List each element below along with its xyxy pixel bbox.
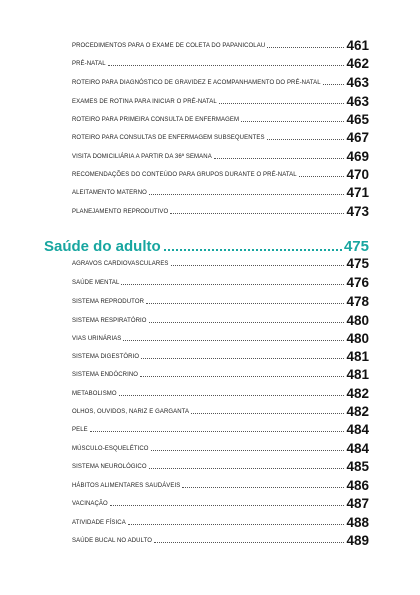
dot-leader — [123, 339, 344, 341]
toc-entry[interactable] — [72, 345, 369, 363]
toc-entry-label: SISTEMA REPRODUTOR — [72, 299, 145, 305]
dot-leader — [267, 46, 344, 48]
toc-entry-page: 485 — [346, 458, 369, 474]
toc-entry-page: 467 — [346, 129, 369, 145]
toc-entry[interactable] — [72, 309, 369, 327]
toc-entry-label: ROTEIRO PARA DIAGNÓSTICO DE GRAVIDEZ E ACOMPANHAMENTO DO PRÉ-NATAL — [72, 80, 321, 86]
toc-entry[interactable] — [72, 200, 369, 218]
toc-entry-label: ROTEIRO PARA CONSULTAS DE ENFERMAGEM SUBSEQUENTES — [72, 135, 265, 141]
toc-entry-page: 489 — [346, 532, 369, 548]
toc-entry-label: SAÚDE MENTAL — [72, 280, 120, 286]
toc-entry-page: 462 — [346, 55, 369, 71]
toc-entry[interactable] — [72, 400, 369, 418]
toc-entry-page: 463 — [346, 74, 369, 90]
toc-entry[interactable] — [72, 71, 369, 89]
dot-leader — [149, 193, 345, 195]
dot-leader — [140, 375, 344, 377]
toc-entry[interactable] — [72, 181, 369, 199]
toc-entry-page: 463 — [346, 93, 369, 109]
toc-entry-page: 480 — [346, 312, 369, 328]
dot-leader — [108, 64, 345, 66]
toc-entry[interactable] — [72, 363, 369, 381]
toc-entry-label: SISTEMA NEUROLÓGICO — [72, 464, 147, 470]
toc-entry-page: 486 — [346, 477, 369, 493]
toc-entry-page: 469 — [346, 148, 369, 164]
toc-entry-label: PRÉ-NATAL — [72, 61, 106, 67]
dot-leader — [141, 357, 344, 359]
toc-entry[interactable] — [72, 418, 369, 436]
dot-leader — [267, 138, 345, 140]
dot-leader — [214, 157, 345, 159]
toc-entry[interactable] — [72, 271, 369, 289]
toc-entry[interactable] — [72, 327, 369, 345]
dot-leader — [149, 467, 345, 469]
toc-entry-page: 475 — [346, 255, 369, 271]
dot-leader — [241, 120, 344, 122]
toc-entry-label: PROCEDIMENTOS PARA O EXAME DE COLETA DO PAPANICOLAU — [72, 43, 266, 49]
toc-entry-page: 465 — [346, 111, 369, 127]
dot-leader — [149, 321, 345, 323]
toc-entry[interactable] — [72, 437, 369, 455]
dot-leader — [128, 523, 345, 525]
toc-entry[interactable] — [72, 474, 369, 492]
toc-entry-label: RECOMENDAÇÕES DO CONTEÚDO PARA GRUPOS DURANTE O PRÉ-NATAL — [72, 172, 297, 178]
toc-entry-label: SISTEMA ENDÓCRINO — [72, 372, 139, 378]
toc-entry-page: 476 — [346, 274, 369, 290]
toc-entry[interactable] — [72, 126, 369, 144]
toc-entry[interactable] — [72, 163, 369, 181]
toc-entry-label: HÁBITOS ALIMENTARES SAUDÁVEIS — [72, 483, 181, 489]
toc-entry[interactable] — [72, 290, 369, 308]
section-title: Saúde do adulto — [44, 238, 161, 255]
toc-entry-label: PLANEJAMENTO REPRODUTIVO — [72, 209, 169, 215]
toc-entry-label: ROTEIRO PARA PRIMEIRA CONSULTA DE ENFERMAGEM — [72, 117, 240, 123]
toc-entry[interactable] — [72, 34, 369, 52]
toc-entry-page: 482 — [346, 385, 369, 401]
toc-entry-label: VISITA DOMICILIÁRIA A PARTIR DA 36ª SEMANA — [72, 154, 212, 160]
toc-entry-label: ATIVIDADE FÍSICA — [72, 520, 126, 526]
section-heading-saude-do-adulto[interactable] — [44, 232, 369, 254]
toc-entry-page: 471 — [346, 184, 369, 200]
toc-entry-label: METABOLISMO — [72, 391, 117, 397]
toc-entry[interactable] — [72, 252, 369, 270]
dot-leader — [121, 283, 344, 285]
toc-entry-page: 484 — [346, 421, 369, 437]
toc-entry[interactable] — [72, 529, 369, 547]
dot-leader — [170, 212, 344, 214]
toc-entry-page: 478 — [346, 293, 369, 309]
dot-leader — [90, 430, 345, 432]
toc-entry[interactable] — [72, 511, 369, 529]
dot-leader — [299, 175, 345, 177]
toc-entry-label: OLHOS, OUVIDOS, NARIZ E GARGANTA — [72, 409, 190, 415]
toc-entry-page: 488 — [346, 514, 369, 530]
dot-leader — [119, 394, 345, 396]
dot-leader — [164, 248, 342, 251]
toc-entry-label: PELE — [72, 427, 88, 433]
dot-leader — [323, 83, 345, 85]
dot-leader — [146, 302, 344, 304]
toc-entry-label: EXAMES DE ROTINA PARA INICIAR O PRÉ-NATAL — [72, 99, 217, 105]
dot-leader — [154, 541, 344, 543]
toc-entry[interactable] — [72, 492, 369, 510]
toc-entry-label: SAÚDE BUCAL NO ADULTO — [72, 538, 153, 544]
toc-entry-page: 461 — [346, 37, 369, 53]
toc-entry[interactable] — [72, 52, 369, 70]
toc-entry[interactable] — [72, 455, 369, 473]
toc-entry-label: SISTEMA DIGESTÓRIO — [72, 354, 140, 360]
toc-entry-page: 487 — [346, 495, 369, 511]
dot-leader — [191, 412, 344, 414]
toc-entry-label: VACINAÇÃO — [72, 501, 108, 507]
toc-entry-label: ALEITAMENTO MATERNO — [72, 190, 147, 196]
dot-leader — [171, 264, 345, 266]
toc-entry-page: 482 — [346, 403, 369, 419]
toc-entry-label: VIAS URINÁRIAS — [72, 336, 122, 342]
toc-entry-page: 484 — [346, 440, 369, 456]
toc-entry-label: AGRAVOS CARDIOVASCULARES — [72, 261, 169, 267]
toc-entry-page: 481 — [346, 348, 369, 364]
toc-entry-label: MÚSCULO-ESQUELÉTICO — [72, 446, 149, 452]
toc-entry[interactable] — [72, 108, 369, 126]
dot-leader — [219, 102, 345, 104]
toc-entry[interactable] — [72, 382, 369, 400]
toc-entry-page: 470 — [346, 166, 369, 182]
dot-leader — [182, 486, 344, 488]
toc-entry-label: SISTEMA RESPIRATÓRIO — [72, 318, 147, 324]
toc-entry-page: 480 — [346, 330, 369, 346]
dot-leader — [151, 449, 345, 451]
toc-entry[interactable] — [72, 90, 369, 108]
section-page: 475 — [343, 238, 369, 255]
toc-entry-page: 481 — [346, 366, 369, 382]
toc-entry[interactable] — [72, 145, 369, 163]
dot-leader — [110, 504, 345, 506]
toc-entry-page: 473 — [346, 203, 369, 219]
